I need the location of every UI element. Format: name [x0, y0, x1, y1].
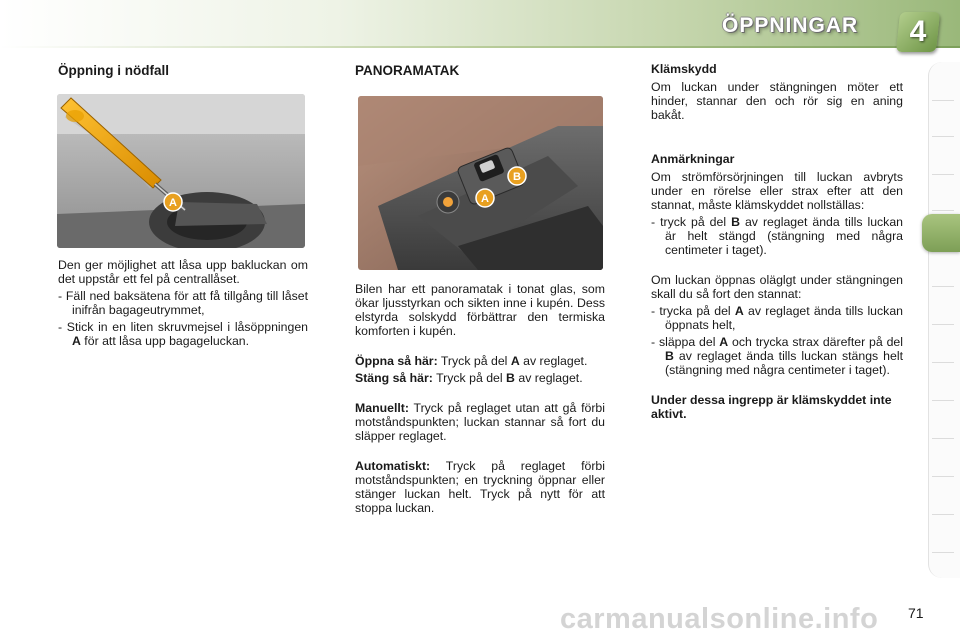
- emergency-opening-text: [58, 258, 308, 351]
- panorama-intro: Bilen har ett panoramatak i tonat glas, som ökar ljusstyrkan och sikten inne i kupén. Dess elstyrda solskydd förbättrar den termiska komforten i kupén.: [355, 282, 605, 338]
- anti-pinch-heading: Klämskydd: [651, 62, 717, 76]
- chapter-tab-rail: [928, 62, 960, 578]
- header-divider: [0, 46, 960, 48]
- chapter-tab-divider: [932, 552, 954, 553]
- chapter-tab-divider: [932, 476, 954, 477]
- emergency-step-2: - Stick in en liten skruvmejsel i låsöppningen A för att låsa upp bagageluckan.: [58, 320, 308, 348]
- close-instruction: Stäng så här: Tryck på del B av reglaget.: [355, 371, 583, 385]
- chapter-tab-divider: [932, 400, 954, 401]
- panorama-roof-text: [355, 282, 605, 518]
- automatic-mode: Automatiskt: Tryck på reglaget förbi motståndspunkten; en tryckning öppnar eller stänger luckan helt. Tryck på nytt för att stoppa luckan.: [355, 459, 605, 515]
- watermark: carmanualsonline.info: [560, 603, 879, 635]
- open-instruction: Öppna så här: Tryck på del A av reglaget.: [355, 354, 588, 368]
- chapter-title: ÖPPNINGAR: [722, 14, 859, 37]
- notes-heading: Anmärkningar: [651, 152, 735, 166]
- chapter-tab-divider: [932, 100, 954, 101]
- panorama-control-photo: [358, 96, 603, 270]
- anti-pinch-warning: Under dessa ingrepp är klämskyddet inte aktivt.: [651, 393, 892, 421]
- chapter-tab-divider: [932, 514, 954, 515]
- emergency-intro: Den ger möjlighet att låsa upp bakluckan om det uppstår ett fel på centrallåset.: [58, 258, 308, 286]
- emergency-step-1: - Fäll ned baksätena för att få tillgång till låset inifrån bagageutrymmet,: [58, 289, 308, 317]
- manual-mode: Manuellt: Tryck på reglaget utan att gå förbi motståndspunkten; luckan stannar så fort du släpper reglaget.: [355, 401, 605, 443]
- chapter-tab-active[interactable]: [922, 214, 960, 252]
- callout-a-label: A: [169, 197, 177, 209]
- chapter-tab-divider: [932, 438, 954, 439]
- chapter-tab-divider: [932, 210, 954, 211]
- callout-b-label: B: [513, 171, 521, 183]
- unexpected-step-1: - trycka på del A av reglaget ända tills luckan öppnats helt,: [651, 304, 903, 332]
- notes-step: - tryck på del B av reglaget ända tills luckan är helt stängd (stängning med några centimeter i taget).: [651, 215, 904, 257]
- chapter-tab-divider: [932, 324, 954, 325]
- emergency-lock-photo: [57, 94, 305, 248]
- unexpected-step-2: - släppa del A och trycka strax därefter på del B av reglaget ända tills luckan stängs helt (stängning med några centimeter i taget).: [651, 335, 903, 377]
- right-column-text: [651, 62, 903, 424]
- emergency-opening-heading: Öppning i nödfall: [58, 63, 169, 78]
- anti-pinch-text: Om luckan under stängningen möter ett hinder, stannar den och rör sig en aning bakåt.: [651, 80, 903, 122]
- chapter-tab-divider: [932, 136, 954, 137]
- chapter-tab-divider: [932, 174, 954, 175]
- notes-text: Om strömförsörjningen till luckan avbryts under en rörelse eller strax efter att den stannat, måste klämskyddet nollställas:: [651, 170, 903, 212]
- panorama-roof-heading: PANORAMATAK: [355, 63, 460, 78]
- chapter-tab-divider: [932, 362, 954, 363]
- chapter-tab-divider: [932, 286, 954, 287]
- unexpected-opening-text: Om luckan öppnas oläglgt under stängningen skall du så fort den stannat:: [651, 273, 903, 301]
- page-number: 71: [908, 605, 924, 621]
- chapter-number: 4: [909, 15, 927, 48]
- callout-a-label: A: [481, 193, 489, 205]
